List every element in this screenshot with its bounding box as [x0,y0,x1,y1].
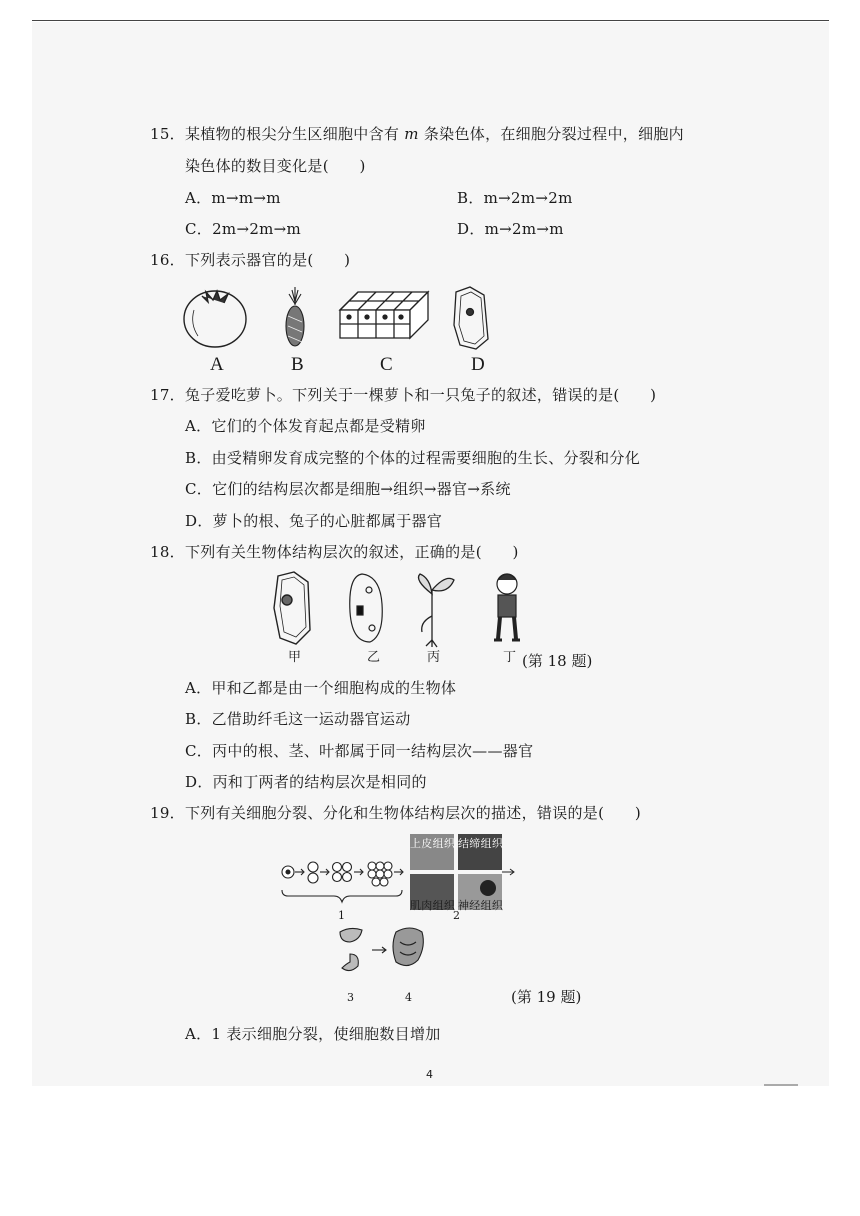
cell-division-sequence [282,862,403,902]
q16-stem: 16．下列表示器官的是( ) [150,251,351,269]
tomato-illustration [184,291,246,347]
q16-label-c: C [380,354,393,375]
q15-option-d: D．m→2m→m [457,220,564,238]
q17-option-c: C．它们的结构层次都是细胞→组织→器官→系统 [185,480,511,498]
q17-option-b: B．由受精卵发育成完整的个体的过程需要细胞的生长、分裂和分化 [185,449,641,467]
tissue-label-nerve: 神经组织 [458,899,504,912]
organ-illustrations [340,928,423,971]
tissue-block-illustration [340,292,428,338]
q15-stem-line2: 染色体的数目变化是( ) [185,157,366,175]
q17-option-d: D．萝卜的根、兔子的心脏都属于器官 [185,512,443,530]
q18-option-c: C．丙中的根、茎、叶都属于同一结构层次——器官 [185,742,534,760]
q18-label-ding: 丁 [503,650,517,665]
q19-stem: 19．下列有关细胞分裂、分化和生物体结构层次的描述，错误的是( ) [150,804,641,822]
q17-stem: 17．兔子爱吃萝卜。下列关于一棵萝卜和一只兔子的叙述，错误的是( ) [150,386,657,404]
q19-caption: (第 19 题) [511,988,582,1006]
top-rule [32,20,829,21]
tissue-label-muscle: 肌肉组织 [410,899,456,912]
q19-figure [280,832,520,1002]
plant-illustration [286,287,304,346]
q18-label-jia: 甲 [288,650,302,665]
q15-option-a: A．m→m→m [185,189,281,207]
q19-number-1: 1 [338,909,346,922]
page-number: 4 [426,1068,433,1081]
plant-cell-jia-illustration [274,572,310,644]
q18-figures [262,570,532,648]
q18-option-b: B．乙借助纤毛这一运动器官运动 [185,710,411,728]
q15-stem-pre: 15．某植物的根尖分生区细胞中含有 [150,125,405,143]
paramecium-illustration [350,574,383,642]
q16-label-a: A [210,354,224,375]
q18-stem: 18．下列有关生物体结构层次的叙述，正确的是( ) [150,543,519,561]
q18-label-bing: 丙 [427,650,441,665]
q18-label-yi: 乙 [367,650,381,665]
q15-option-b: B．m→2m→2m [457,189,573,207]
q19-number-4: 4 [405,991,413,1004]
page-edge-mark [764,1084,798,1086]
q15-variable: m [404,125,419,143]
q18-caption: (第 18 题) [522,652,593,670]
tissue-label-connective: 结缔组织 [458,837,504,850]
q18-option-a: A．甲和乙都是由一个细胞构成的生物体 [185,679,457,697]
q15-option-c: C．2m→2m→m [185,220,302,238]
q19-option-a: A．1 表示细胞分裂，使细胞数目增加 [185,1025,441,1043]
q18-option-d: D．丙和丁两者的结构层次是相同的 [185,773,427,791]
q15-stem-line1 [150,124,684,144]
q16-label-d: D [471,354,485,375]
child-illustration [494,574,520,640]
q15-stem-post: 条染色体，在细胞分裂过程中，细胞内 [418,125,684,143]
q19-number-2: 2 [453,909,461,922]
q16-figures [180,282,490,352]
q17-option-a: A．它们的个体发育起点都是受精卵 [185,417,426,435]
plant-cell-illustration [454,287,488,349]
seedling-illustration [419,574,455,647]
tissue-label-epithelial: 上皮组织 [410,837,456,850]
q19-number-3: 3 [347,991,355,1004]
q16-label-b: B [291,354,304,375]
